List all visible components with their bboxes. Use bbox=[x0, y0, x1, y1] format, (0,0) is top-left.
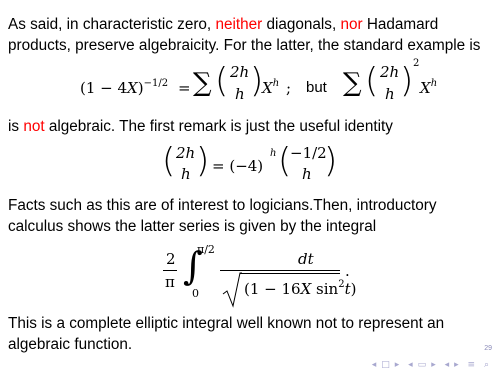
binom2-bottom: h bbox=[302, 165, 312, 183]
text: is bbox=[8, 118, 24, 135]
paragraph-intro bbox=[8, 14, 494, 56]
binom2-top: 2h bbox=[380, 63, 400, 81]
sum-symbol-2: ∑ bbox=[343, 68, 362, 98]
frame-icon[interactable]: □ bbox=[381, 360, 391, 370]
x2-var: X bbox=[420, 79, 431, 97]
sqrt-bar bbox=[240, 273, 340, 274]
left-paren-2: ( bbox=[278, 141, 292, 181]
text: algebraic. The first remark is just the useful identity bbox=[44, 118, 393, 135]
lhs-exponent: −1/2 bbox=[143, 78, 169, 89]
emphasis-neither: neither bbox=[215, 16, 263, 33]
nav-next-icon[interactable]: ▸ bbox=[394, 360, 401, 370]
denominator bbox=[244, 280, 356, 298]
left-paren-2: ( bbox=[365, 61, 379, 101]
text: diagonals, bbox=[262, 16, 341, 33]
den-close: ) bbox=[350, 280, 357, 298]
lhs-base: (1 − 4 bbox=[80, 79, 128, 97]
binom-bottom: h bbox=[181, 165, 191, 183]
lhs-close: ) bbox=[137, 79, 144, 97]
align-icon[interactable]: ≡ bbox=[467, 360, 477, 370]
equation-integral bbox=[0, 240, 500, 310]
paragraph-elliptic bbox=[8, 313, 494, 355]
eq1-x bbox=[262, 79, 279, 97]
den-pre: (1 − 16 bbox=[244, 280, 301, 298]
right-paren-2: ) bbox=[324, 141, 338, 181]
eq1-x2 bbox=[420, 79, 437, 97]
equation-identity bbox=[0, 140, 500, 188]
main-frac-bar bbox=[220, 270, 340, 271]
nav-back-icon[interactable]: ◂ bbox=[444, 360, 451, 370]
search-icon[interactable]: ⌕ bbox=[483, 360, 490, 370]
numerator-dt: dt bbox=[298, 250, 314, 268]
text: Facts such as this are of interest to logicians.Then, introductory calculus shows the latter series is given by the integral bbox=[8, 197, 437, 235]
binom2-top: −1/2 bbox=[290, 144, 327, 162]
nav-next-section-icon[interactable]: ▸ bbox=[431, 360, 437, 370]
paragraph-logicians bbox=[8, 195, 494, 237]
eq1-equals: = bbox=[178, 79, 191, 97]
integral-lower: 0 bbox=[192, 287, 199, 300]
eq1-lhs bbox=[80, 79, 168, 97]
page-number: 29 bbox=[484, 345, 492, 352]
integral-symbol: ∫ bbox=[183, 244, 203, 288]
left-paren: ( bbox=[162, 141, 176, 181]
text: As said, in characteristic zero, bbox=[8, 16, 216, 33]
x-exponent: h bbox=[272, 78, 280, 89]
emphasis-nor: nor bbox=[340, 16, 363, 33]
right-paren: ) bbox=[250, 61, 264, 101]
section-icon[interactable]: ▭ bbox=[417, 360, 428, 370]
binom2-bottom: h bbox=[385, 85, 395, 103]
right-paren-2: ) bbox=[400, 61, 414, 101]
binom-bottom: h bbox=[235, 85, 245, 103]
left-paren: ( bbox=[215, 61, 229, 101]
beamer-nav-bar bbox=[368, 360, 490, 370]
frac-denominator: π bbox=[165, 273, 175, 291]
binom-top: 2h bbox=[176, 144, 196, 162]
sqrt-symbol bbox=[222, 272, 242, 308]
nav-prev-icon[interactable]: ◂ bbox=[371, 360, 378, 370]
paragraph-not-algebraic bbox=[8, 116, 494, 137]
equation-hadamard-example bbox=[0, 60, 500, 110]
equals-neg4: = (−4) bbox=[212, 157, 264, 175]
semicolon: ; bbox=[286, 79, 292, 97]
den-x: X bbox=[300, 280, 312, 298]
binom-top: 2h bbox=[230, 63, 250, 81]
x-var: X bbox=[262, 79, 273, 97]
text: This is a complete elliptic integral well known not to represent an algebraic function. bbox=[8, 315, 445, 353]
frac-bar bbox=[163, 270, 177, 271]
x2-exponent: h bbox=[430, 78, 438, 89]
exponent-h: h bbox=[270, 148, 277, 159]
word-but: but bbox=[306, 79, 327, 96]
den-sq: 2 bbox=[338, 279, 345, 290]
frac-numerator: 2 bbox=[166, 250, 176, 268]
nav-forward-icon[interactable]: ▸ bbox=[454, 360, 460, 370]
text: Hadamard products, preserve algebraicity. For the latter, the standard example is bbox=[8, 16, 481, 54]
integral-upper: π/2 bbox=[197, 243, 215, 256]
den-t: t bbox=[344, 280, 351, 298]
sum-symbol: ∑ bbox=[193, 68, 212, 98]
emphasis-not: not bbox=[23, 118, 45, 135]
right-paren: ) bbox=[196, 141, 210, 181]
nav-prev-section-icon[interactable]: ◂ bbox=[408, 360, 414, 370]
square-exponent: 2 bbox=[413, 58, 420, 69]
period: . bbox=[345, 262, 350, 280]
den-sin: sin bbox=[311, 280, 339, 298]
lhs-var: X bbox=[127, 79, 138, 97]
